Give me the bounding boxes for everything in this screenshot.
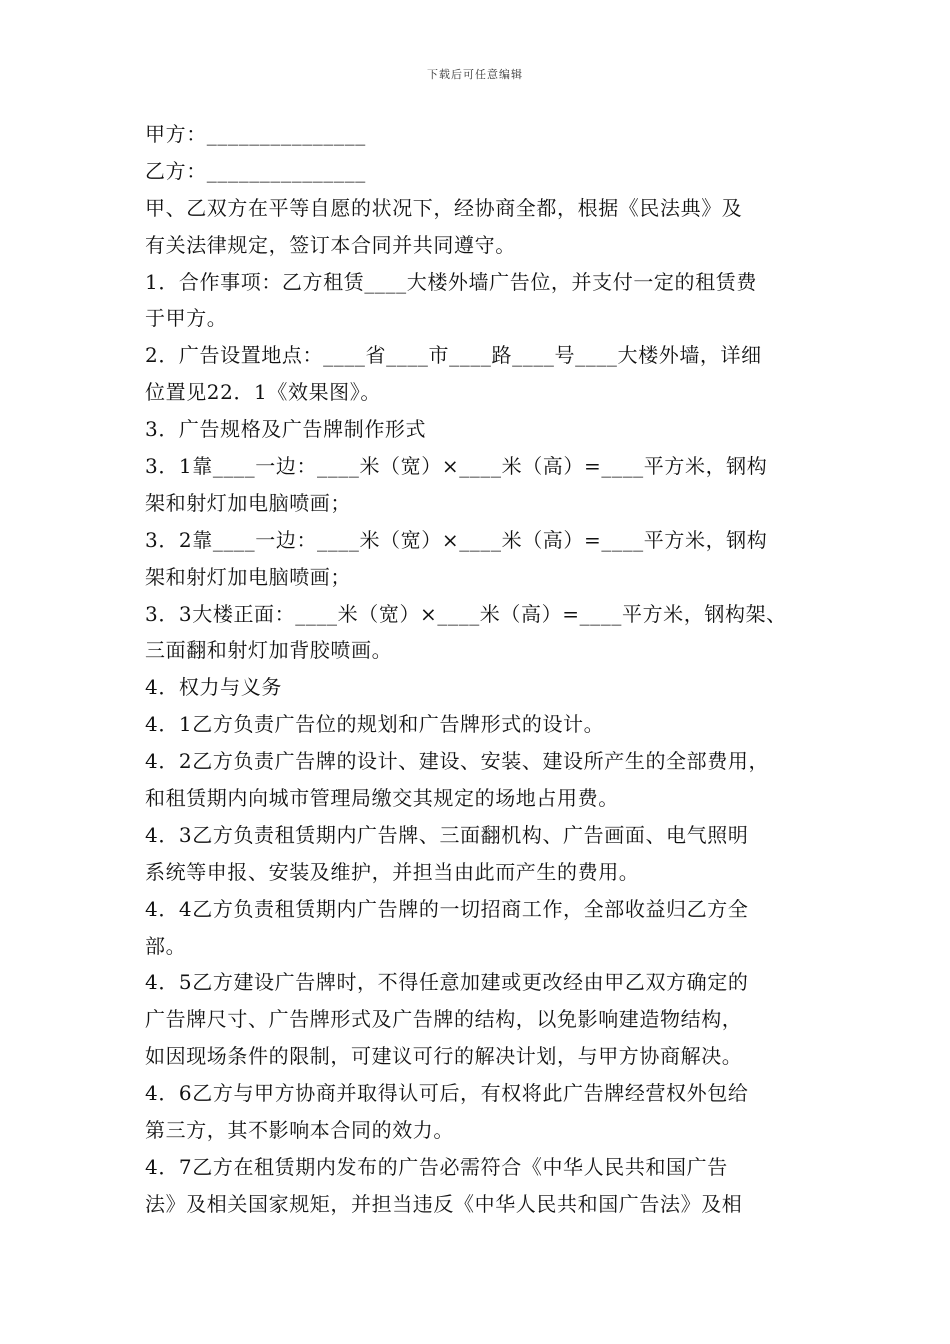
- clause-4-5-line: 如因现场条件的限制，可建议可行的解决计划，与甲方协商解决。: [145, 1044, 743, 1069]
- preamble-line: 有关法律规定，签订本合同并共同遵守。: [145, 232, 516, 257]
- clause-4-heading: 4．权力与义务: [145, 675, 282, 700]
- clause-4-1-line: 4．1乙方负责广告位的规划和广告牌形式的设计。: [145, 712, 605, 737]
- clause-3-heading: 3．广告规格及广告牌制作形式: [145, 417, 427, 442]
- clause-2-line: 位置见22．1《效果图》。: [145, 380, 381, 405]
- clause-4-5-line: 广告牌尺寸、广告牌形式及广告牌的结构，以免影响建造物结构，: [145, 1007, 743, 1032]
- preamble-line: 甲、乙双方在平等自愿的状况下，经协商全都，根据《民法典》及: [145, 195, 743, 220]
- clause-3-1-line: 架和射灯加电脑喷画；: [145, 490, 351, 515]
- clause-4-2-line: 和租赁期内向城市管理局缴交其规定的场地占用费。: [145, 786, 619, 811]
- clause-4-4-line: 4．4乙方负责租赁期内广告牌的一切招商工作，全部收益归乙方全: [145, 896, 749, 921]
- clause-3-2-line: 3．2靠____一边：____米（宽）×____米（高）=____平方米，钢构: [145, 527, 768, 552]
- party-b-line: 乙方：_______________: [145, 158, 366, 183]
- clause-3-2-line: 架和射灯加电脑喷画；: [145, 564, 351, 589]
- clause-4-2-line: 4．2乙方负责广告牌的设计、建设、安装、建设所产生的全部费用，: [145, 749, 770, 774]
- clause-2-line: 2．广告设置地点：____省____市____路____号____大楼外墙，详细: [145, 343, 762, 368]
- clause-4-5-line: 4．5乙方建设广告牌时，不得任意加建或更改经由甲乙双方确定的: [145, 970, 749, 995]
- clause-3-3-line: 三面翻和射灯加背胶喷画。: [145, 638, 393, 663]
- clause-3-1-line: 3．1靠____一边：____米（宽）×____米（高）=____平方米，钢构: [145, 454, 768, 479]
- clause-4-3-line: 4．3乙方负责租赁期内广告牌、三面翻机构、广告画面、电气照明: [145, 822, 749, 847]
- clause-1-line: 1．合作事项：乙方租赁____大楼外墙广告位，并支付一定的租赁费: [145, 269, 757, 294]
- page-header-note: 下载后可任意编辑: [427, 68, 523, 81]
- clause-4-4-line: 部。: [145, 933, 187, 958]
- clause-4-3-line: 系统等申报、安装及维护，并担当由此而产生的费用。: [145, 859, 640, 884]
- clause-4-7-line: 4．7乙方在租赁期内发布的广告必需符合《中华人民共和国广告: [145, 1154, 728, 1179]
- clause-1-line: 于甲方。: [145, 306, 228, 331]
- clause-3-3-line: 3．3大楼正面：____米（宽）×____米（高）=____平方米，钢构架、: [145, 601, 787, 626]
- contract-body: [145, 116, 825, 1223]
- clause-4-6-line: 4．6乙方与甲方协商并取得认可后，有权将此广告牌经营权外包给: [145, 1081, 749, 1106]
- clause-4-7-line: 法》及相关国家规矩，并担当违反《中华人民共和国广告法》及相: [145, 1191, 743, 1216]
- party-a-line: 甲方：_______________: [145, 122, 366, 146]
- clause-4-6-line: 第三方，其不影响本合同的效力。: [145, 1118, 454, 1143]
